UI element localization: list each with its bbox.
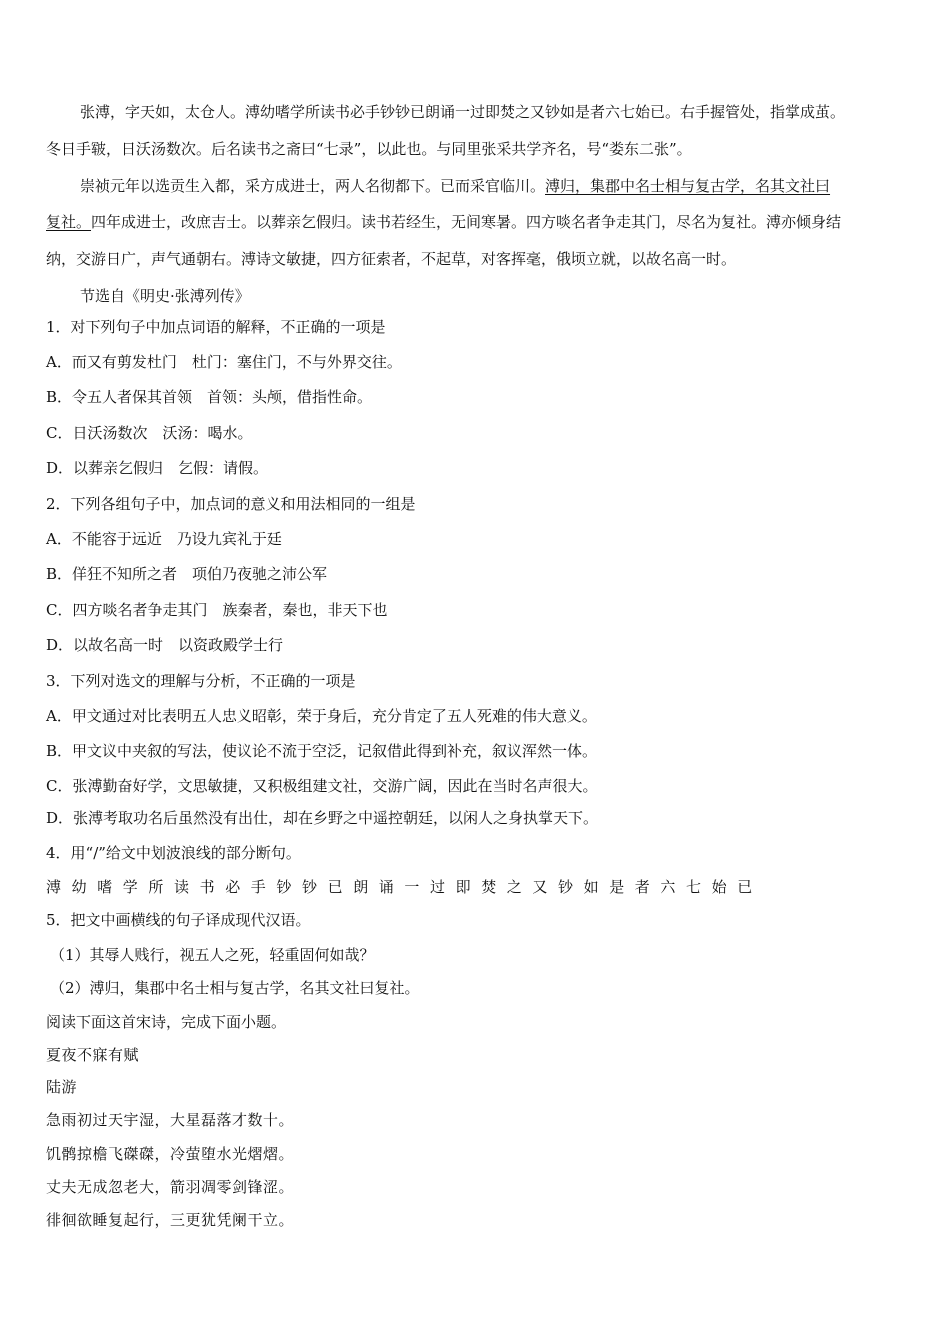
poem-title: 夏夜不寐有赋: [46, 1046, 140, 1064]
passage-line-5: 纳，交游日广，声气通朝右。溥诗文敏捷，四方征索者，不起草，对客挥毫，俄顷立就，以故名高一时。: [46, 250, 737, 268]
question-2-option-b: B．佯狂不知所之者 项伯乃夜驰之沛公军: [46, 565, 328, 583]
poem-line-4: 徘徊欲睡复起行，三更犹凭阑干立。: [46, 1211, 295, 1229]
question-2-stem: 2．下列各组句子中，加点词的意义和用法相同的一组是: [46, 495, 416, 513]
passage-line-4-plain: 四年成进士，改庶吉士。以葬亲乞假归。读书若经生，无间寒暑。四方啖名者争走其门，尽名为复社。溥亦倾身结: [91, 213, 842, 231]
question-4-text: 溥幼嗜学所读书必手钞钞已朗诵一过即焚之又钞如是者六七始已: [46, 878, 763, 896]
poem-line-3: 丈夫无成忽老大，箭羽凋零剑锋涩。: [46, 1178, 295, 1196]
poem-intro: 阅读下面这首宋诗，完成下面小题。: [46, 1013, 287, 1031]
question-4-stem: 4．用“/”给文中划波浪线的部分断句。: [46, 844, 301, 862]
question-3-option-a: A．甲文通过对比表明五人忠义昭彰，荣于身后，充分肯定了五人死难的伟大意义。: [46, 707, 597, 725]
question-3-option-b: B．甲文议中夹叙的写法，使议论不流于空泛，记叙借此得到补充，叙议浑然一体。: [46, 742, 598, 760]
question-5-sentence-1: （1）其辱人贱行，视五人之死，轻重固何如哉？: [50, 946, 375, 964]
question-3-stem: 3．下列对选文的理解与分析，不正确的一项是: [46, 672, 356, 690]
question-2-option-c: C．四方啖名者争走其门 族秦者，秦也，非天下也: [46, 601, 388, 619]
question-2-option-d: D．以故名高一时 以资政殿学士行: [46, 636, 284, 654]
poem-line-2: 饥鹘掠檐飞磔磔，冷萤堕水光熠熠。: [46, 1145, 295, 1163]
passage-line-3: [80, 176, 830, 196]
passage-line-4: [46, 212, 841, 232]
underlined-sentence-part-2: 复社。: [46, 213, 92, 231]
question-1-option-c: C．日沃汤数次 沃汤：喝水。: [46, 424, 253, 442]
question-5-stem: 5．把文中画横线的句子译成现代汉语。: [46, 911, 311, 929]
poem-author: 陆游: [46, 1078, 78, 1096]
passage-line-1: 张溥，字天如，太仓人。溥幼嗜学所读书必手钞钞已朗诵一过即焚之又钞如是者六七始已。右手握管处，指掌成茧。: [80, 103, 846, 121]
question-1-option-d: D．以葬亲乞假归 乞假：请假。: [46, 459, 269, 477]
question-2-option-a: A．不能容于远近 乃设九宾礼于廷: [46, 530, 282, 548]
poem-line-1: 急雨初过天宇湿，大星磊落才数十。: [46, 1111, 295, 1129]
question-3-option-c: C．张溥勤奋好学，文思敏捷，又积极组建文社，交游广阔，因此在当时名声很大。: [46, 777, 598, 795]
question-3-option-d: D．张溥考取功名后虽然没有出仕，却在乡野之中遥控朝廷，以闲人之身执掌天下。: [46, 809, 599, 827]
question-1-option-b: B．令五人者保其首领 首领：头颅，借指性命。: [46, 388, 373, 406]
question-1-option-a: A．而又有剪发杜门 杜门：塞住门，不与外界交往。: [46, 353, 402, 371]
passage-line-2: 冬日手皲，日沃汤数次。后名读书之斋曰“七录”，以此也。与同里张采共学齐名，号“娄东二张”。: [46, 140, 692, 158]
passage-source: 节选自《明史·张溥列传》: [80, 287, 250, 305]
underlined-sentence-part-1: 溥归，集郡中名士相与复古学，名其文社曰: [545, 177, 831, 195]
passage-line-3-plain: 崇祯元年以选贡生入都，采方成进士，两人名彻都下。已而采官临川。: [80, 177, 546, 195]
question-5-sentence-2: （2）溥归，集郡中名士相与复古学，名其文社曰复社。: [50, 979, 420, 997]
question-1-stem: 1．对下列句子中加点词语的解释，不正确的一项是: [46, 318, 386, 336]
